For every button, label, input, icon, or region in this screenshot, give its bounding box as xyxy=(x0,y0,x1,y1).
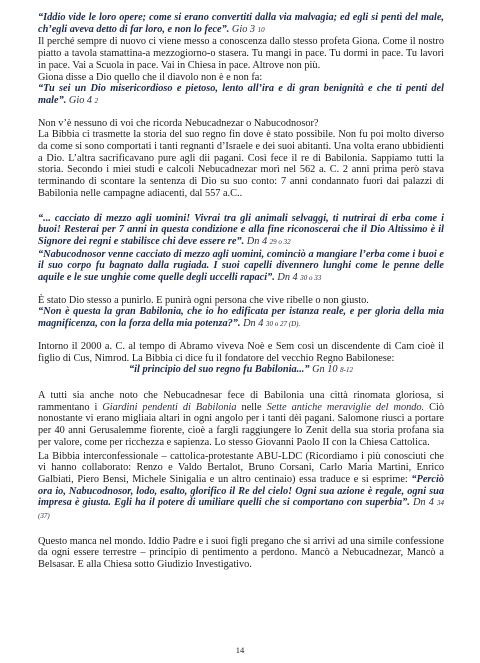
paragraph-10 xyxy=(38,341,444,364)
bible-reference: Dn 4 30 o 33 xyxy=(277,272,322,284)
paragraph-6 xyxy=(38,213,444,249)
body-text: La Bibbia interconfessionale – cattolica-protestante ABU-LDC (Ricordiamo i più conosciuti che vi hanno collaborato: Renzo e Valdo Bertalot, Bruno Corsani, Carlo Maria Martini, Enrico Galbiati, Piero Bensi, Michele Sinigalia e un altro centinaio) essa traduce e si esprime: xyxy=(38,450,444,485)
bible-reference: Gio 4 2 xyxy=(68,94,99,106)
paragraph-2: Il perché sempre di nuovo ci viene messo a conoscenza dallo stesso profeta Giona. Come il nostro piatto a tavola stamattina-a mezzogiorno-o stasera. Tu mangi in pace. Tu dormi in pace. Tu lavori in pace. Vai a Scuola in pace. Vai in Chiesa in pace. Altrove non più. xyxy=(38,36,444,71)
paragraph-8: È stato Dio stesso a punirlo. E punirà ogni persona che vive ribelle o non giusto. xyxy=(38,294,369,306)
page-number: 14 xyxy=(235,645,245,655)
bible-quote: “Tu sei un Dio misericordioso e pietoso, lento all’ira e di gran benignità e che ti penti del male”. xyxy=(38,83,444,106)
paragraph-3 xyxy=(38,72,444,108)
paragraph-13: Questo manca nel mondo. Iddio Padre e i suoi figli pregano che si arrivi ad una simile confessione da ogni essere terrestre – principio di pentimento a perdono. Mancò a Nebucadnezar, Mancò a Belsasar. E alla Chiesa sotto Giudizio Investigativo. xyxy=(38,535,444,571)
centered-quote xyxy=(38,364,444,377)
bible-reference: Gio 3 10 xyxy=(231,23,265,35)
italic-title: Giardini pendenti di Babilonia xyxy=(102,401,237,413)
paragraph-9 xyxy=(38,306,444,330)
paragraph-12 xyxy=(38,451,444,523)
bible-quote: “il principio del suo regno fu Babilonia...” xyxy=(129,364,310,376)
bible-quote: “... cacciato di mezzo agli uomini! Vivrai tra gli animali selvaggi, ti nutrirai di erba come i buoi! Resterai per 7 anni in questa condizione e alla fine riconoscerai che il Dio Altissimo è il Signore dei regni e stabilisce chi deve essere re”. xyxy=(38,212,444,247)
bible-quote: “Non è questa la gran Babilonia, che io ho edificata per istanza reale, e per gloria della mia magnificenza, con la forza della mia potenza?”. xyxy=(38,306,444,330)
bible-quote: “Nabucodnosor venne cacciato di mezzo agli uomini, cominciò a mangiare l’erba come i buoi e il suo corpo fu bagnato dalla rugiada. I suoi capelli divennero lunghi come le penne delle aquile e le sue unghie come quelle degli uccelli rapaci”. xyxy=(38,248,444,284)
intro-text: Giona disse a Dio quello che il diavolo non è e non fa: xyxy=(38,71,263,83)
paragraph-1 xyxy=(38,12,444,36)
bible-reference: Gn 10 8-12 xyxy=(312,364,353,376)
bible-reference: Dn 4 34 (37) xyxy=(38,497,445,521)
paragraph-4: Non v’è nessuno di voi che ricorda Nebucadnezar o Nabucodnosor? xyxy=(38,117,319,129)
italic-title: Sette antiche meraviglie del mondo. xyxy=(266,401,425,413)
bible-reference: Dn 4 29 o 32 xyxy=(246,235,291,247)
bible-reference: Dn 4 30 o 27 (D). xyxy=(243,318,301,330)
bible-quote: “Iddio vide le loro opere; come si erano convertiti dalla via malvagia; ed egli si pentì del male, ch’egli aveva detto di far loro, e non lo fece”. xyxy=(38,12,444,35)
paragraph-7 xyxy=(38,249,444,285)
bible-quote: “Perciò ora io, Nabucodnosor, lodo, esalto, glorifico il Re del cielo! Ogni sua azione è regale, ogni sua impresa è giusta. Egli ha il potere di umiliare quelli che si comportano con superbia”. xyxy=(38,473,444,509)
paragraph-11: A tutti sia anche noto che Nebucadnesar fece di Babilonia una città rinomata gloriosa, si rammentano i Giardini pendenti di Babilonia nelle Sette antiche meraviglie del mondo. Ciò nonostante vi erano migliaia altari in ogni angolo per i tanti dèi pagani. Salomone riuscì a portare per 40 anni Gerusalemme fiorente, cioè a fargli raggiungere lo Zenit della sua storia profana sia per valore, come per ricchezza e sapienza. Lo stesso Giovanni Paolo II con la Chiesa Cattolica. xyxy=(38,389,445,448)
paragraph-5: La Bibbia ci trasmette la storia del suo regno fin dove è stato possibile. Non fu poi molto diverso da come si sono comportati i tanti regnanti d’Israele e dei suoi abitanti. Una volta erano ubbidienti a Dio. L’altra sacrificavano pure agli dii pagani. Così fece il re di Babilonia. Sappiamo tutti la storia. Secondo i miei studi e calcoli Nebucadnezar morì nel 562 a. C. 2 anni prima però stava terminando di scontare la sentenza di Dio su suo conto: 7 anni condannato fuori dai palazzi di Babilonia nelle campagne adiacenti, dal 557 a.C.. xyxy=(38,129,444,199)
body-text: Intorno il 2000 a. C. al tempo di Abramo viveva Noè e Sem così un discendente di Cam cioè il figlio di Cus, Nimrod. La Bibbia ci dice fu il fondatore del vecchio Regno Babilonese: xyxy=(38,340,444,364)
